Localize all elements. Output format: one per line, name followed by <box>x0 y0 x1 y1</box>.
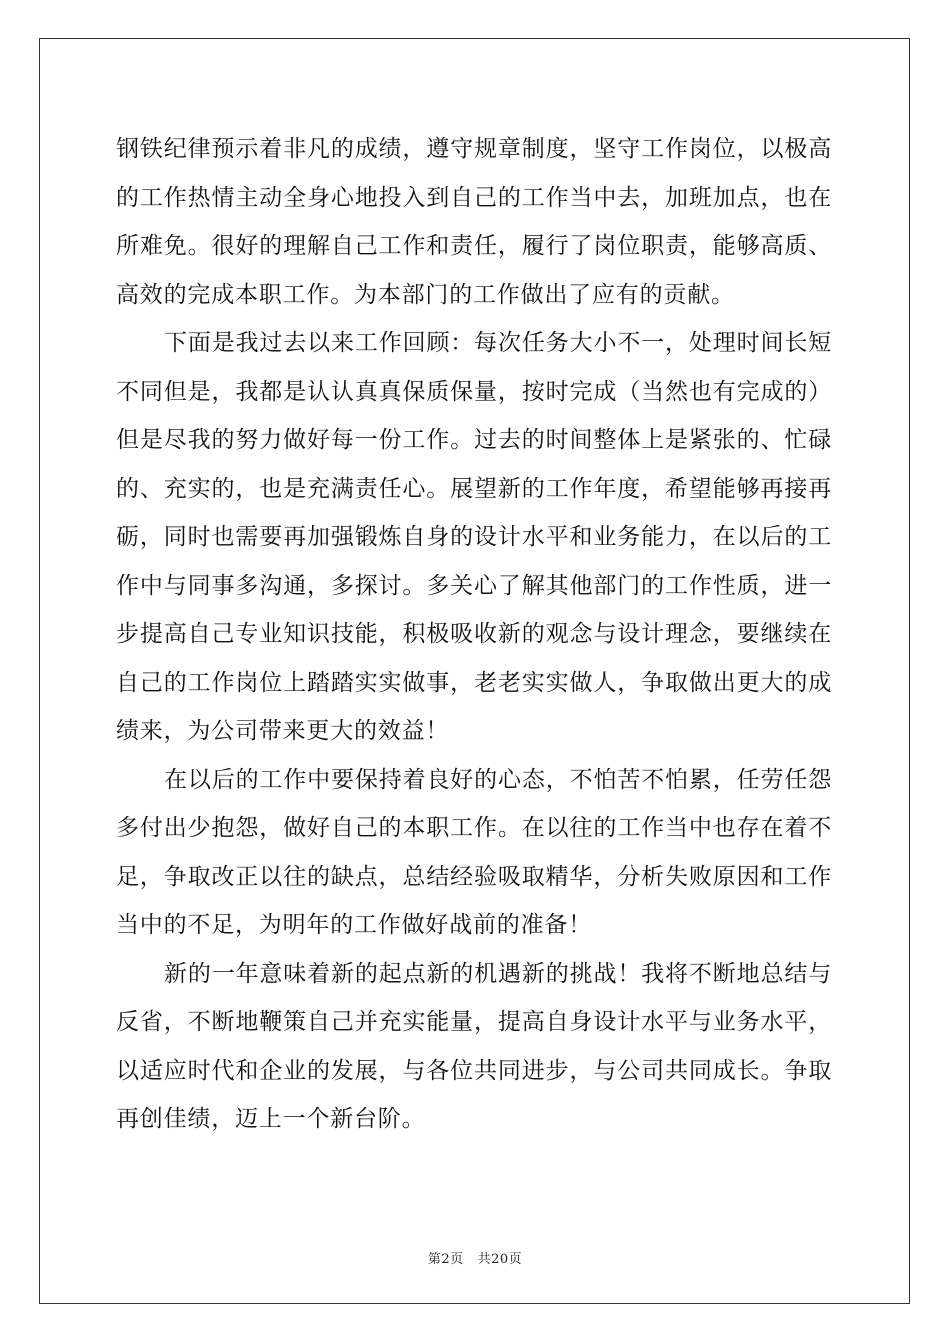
paragraph-2: 下面是我过去以来工作回顾：每次任务大小不一，处理时间长短不同但是，我都是认认真真保质保量，按时完成（当然也有完成的）但是尽我的努力做好每一份工作。过去的时间整体上是紧张的、忙碌的、充实的，也是充满责任心。展望新的工作年度，希望能够再接再砺，同时也需要再加强锻炼自身的设计水平和业务能力，在以后的工作中与同事多沟通，多探讨。多关心了解其他部门的工作性质，进一步提高自己专业知识技能，积极吸收新的观念与设计理念，要继续在自己的工作岗位上踏踏实实做事，老老实实做人，争取做出更大的成绩来，为公司带来更大的效益！ <box>116 330 832 744</box>
page-footer <box>0 1248 950 1267</box>
paragraph-1: 钢铁纪律预示着非凡的成绩，遵守规章制度，坚守工作岗位，以极高的工作热情主动全身心地投入到自己的工作当中去，加班加点，也在所难免。很好的理解自己工作和责任，履行了岗位职责，能够高质、高效的完成本职工作。为本部门的工作做出了应有的贡献。 <box>116 136 832 308</box>
paragraph-3: 在以后的工作中要保持着良好的心态，不怕苦不怕累，任劳任怨多付出少抱怨，做好自己的本职工作。在以往的工作当中也存在着不足，争取改正以往的缺点，总结经验吸取精华，分析失败原因和工作当中的不足，为明年的工作做好战前的准备！ <box>116 766 832 938</box>
page-number: 第2页 <box>427 1252 464 1267</box>
paragraph-4: 新的一年意味着新的起点新的机遇新的挑战！我将不断地总结与反省，不断地鞭策自己并充实能量，提高自身设计水平与业务水平，以适应时代和企业的发展，与各位共同进步，与公司共同成长。争取再创佳绩，迈上一个新台阶。 <box>116 960 832 1132</box>
document-body <box>116 125 832 1144</box>
page-total: 共20页 <box>477 1252 523 1267</box>
